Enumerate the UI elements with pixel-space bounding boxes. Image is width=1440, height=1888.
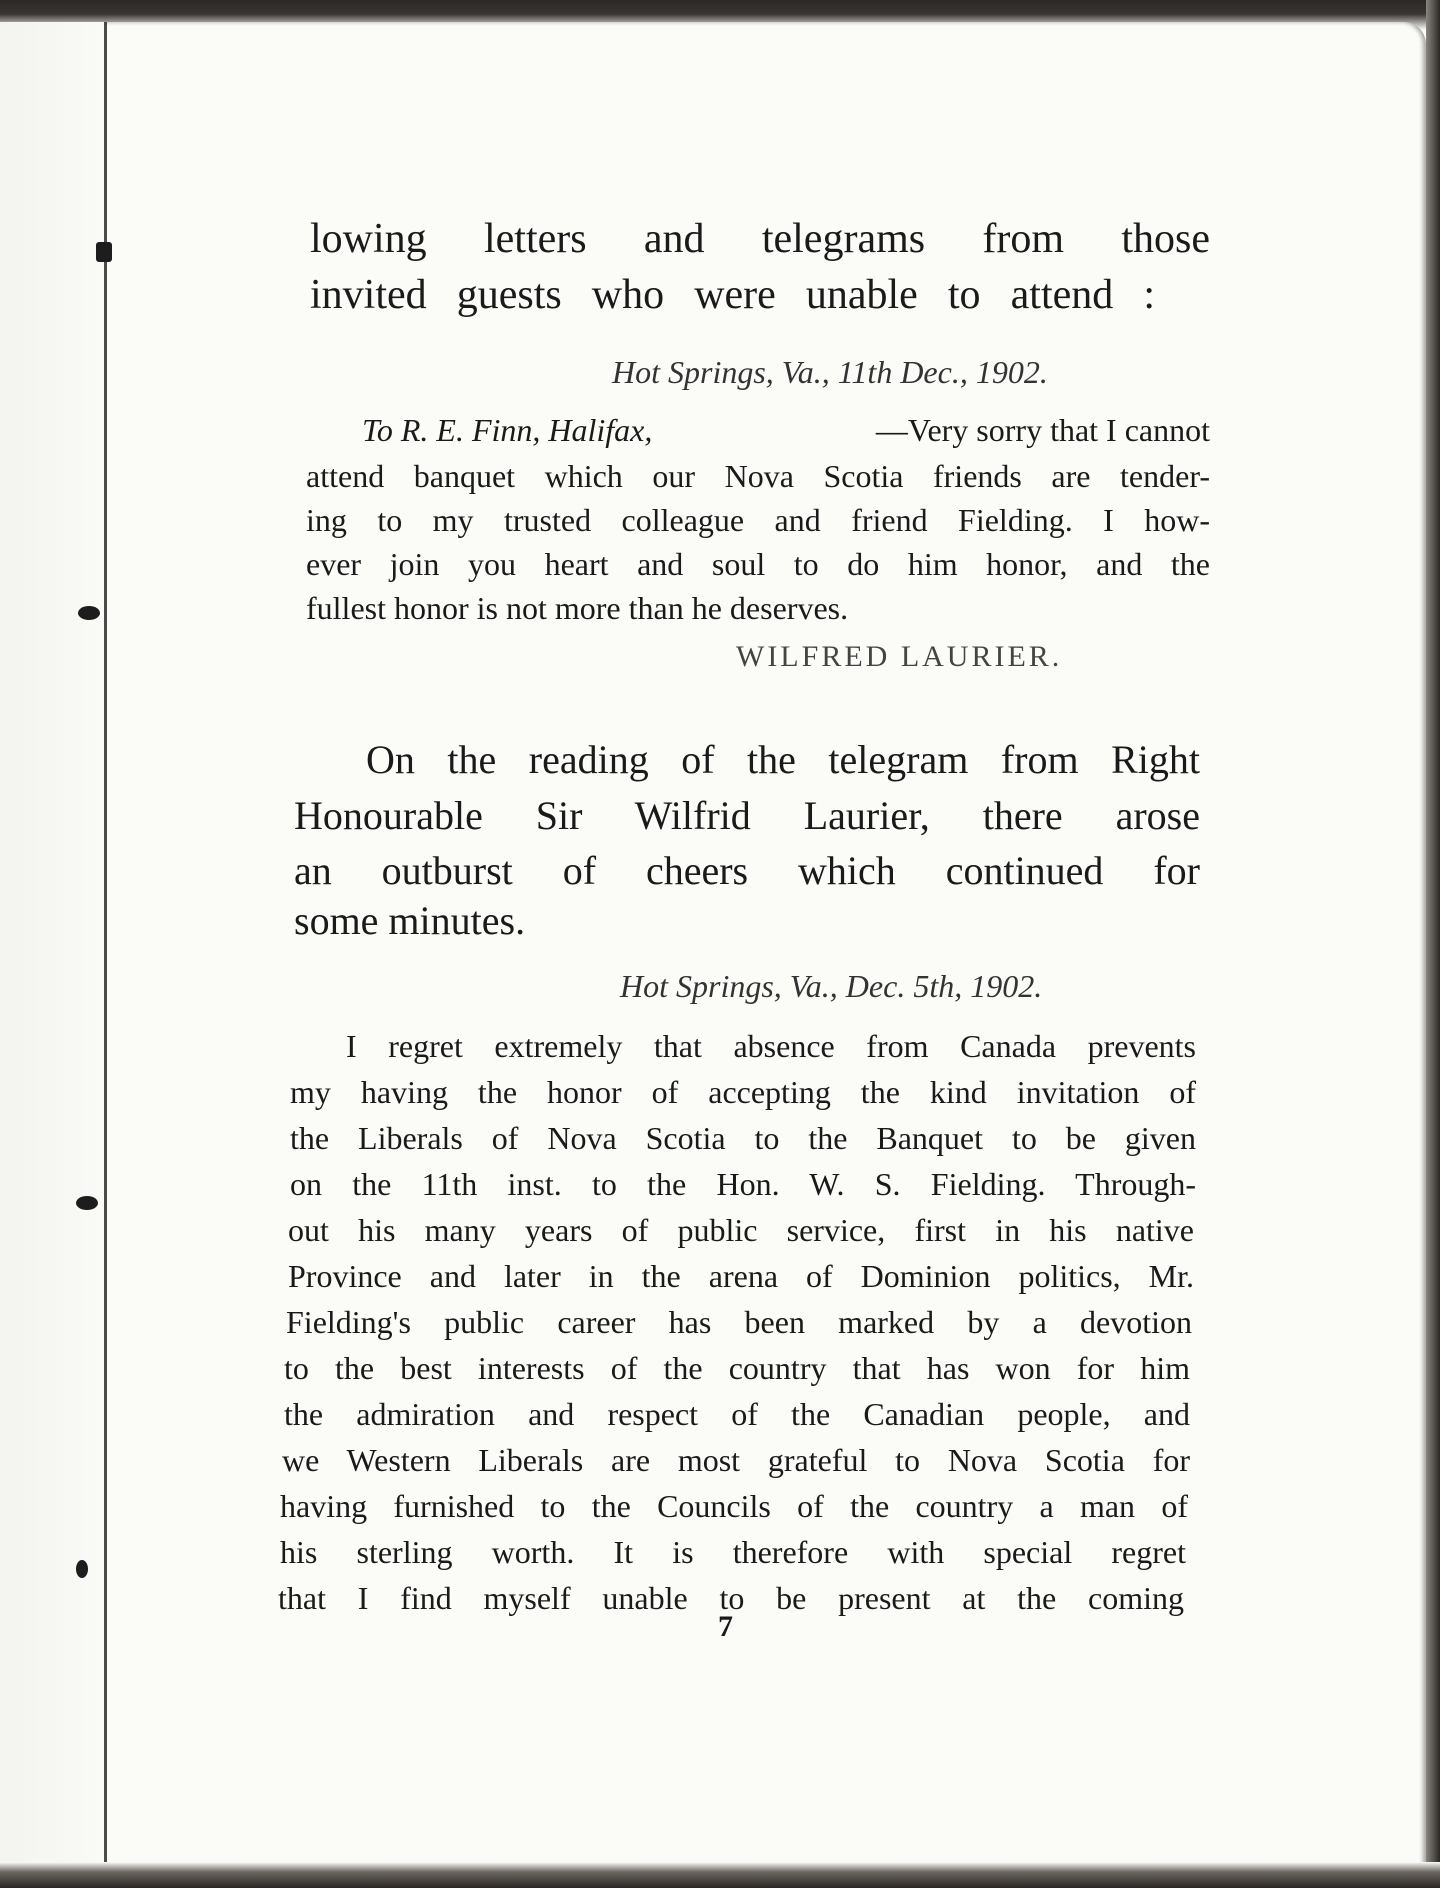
letter-line: Fielding's public career has been marked by a devotion [286, 1304, 1192, 1340]
intro-line: invited guests who were unable to attend : [310, 272, 1155, 318]
letter-line: attend banquet which our Nova Scotia friends are tender- [306, 458, 1210, 494]
page-number: 7 [718, 1610, 733, 1643]
dateline: Hot Springs, Va., 11th Dec., 1902. [612, 354, 1048, 390]
letter-line: that I find myself unable to be present at the coming [278, 1580, 1184, 1616]
narration-line: On the reading of the telegram from Right [366, 737, 1200, 782]
letter-line: the admiration and respect of the Canadian people, and [284, 1396, 1190, 1432]
letter-line: we Western Liberals are most grateful to Nova Scotia for [282, 1442, 1190, 1478]
binding-stitch [96, 242, 112, 262]
letter-line: ever join you heart and soul to do him honor, and the [306, 546, 1210, 582]
letter-line: ing to my trusted colleague and friend Fielding. I how- [306, 502, 1210, 538]
letter-line: his sterling worth. It is therefore with special regret [280, 1534, 1186, 1570]
narration-line: an outburst of cheers which continued for [294, 848, 1200, 893]
narration-line: Honourable Sir Wilfrid Laurier, there arose [294, 793, 1200, 838]
letter-line: the Liberals of Nova Scotia to the Banquet to be given [290, 1120, 1196, 1156]
letter-line: out his many years of public service, first in his native [288, 1212, 1194, 1248]
page-edge-shadow [1426, 0, 1440, 1888]
letter-line: fullest honor is not more than he deserves. [306, 590, 849, 626]
binding-stitch [76, 1196, 98, 1210]
binding-stitch [76, 1560, 88, 1578]
gutter [0, 22, 104, 1868]
salutation: To R. E. Finn, Halifax, [362, 412, 653, 448]
binding-stitch [78, 606, 100, 620]
letter-line: my having the honor of accepting the kind invitation of [290, 1074, 1196, 1110]
narration-line: some minutes. [294, 898, 526, 943]
letter-line: I regret extremely that absence from Canada prevents [346, 1028, 1196, 1064]
letter-line: Province and later in the arena of Dominion politics, Mr. [288, 1258, 1194, 1294]
intro-line: lowing letters and telegrams from those [310, 216, 1210, 262]
letter-line: having furnished to the Councils of the country a man of [280, 1488, 1188, 1524]
letter-line: —Very sorry that I cannot [875, 412, 1210, 448]
page-bottom-shadow [0, 1862, 1440, 1888]
binding-spine [104, 22, 107, 1868]
letter-line: to the best interests of the country that has won for him [284, 1350, 1190, 1386]
dateline: Hot Springs, Va., Dec. 5th, 1902. [620, 968, 1043, 1004]
signature: WILFRED LAURIER. [736, 640, 1063, 673]
letter-line: on the 11th inst. to the Hon. W. S. Fielding. Through- [290, 1166, 1196, 1202]
